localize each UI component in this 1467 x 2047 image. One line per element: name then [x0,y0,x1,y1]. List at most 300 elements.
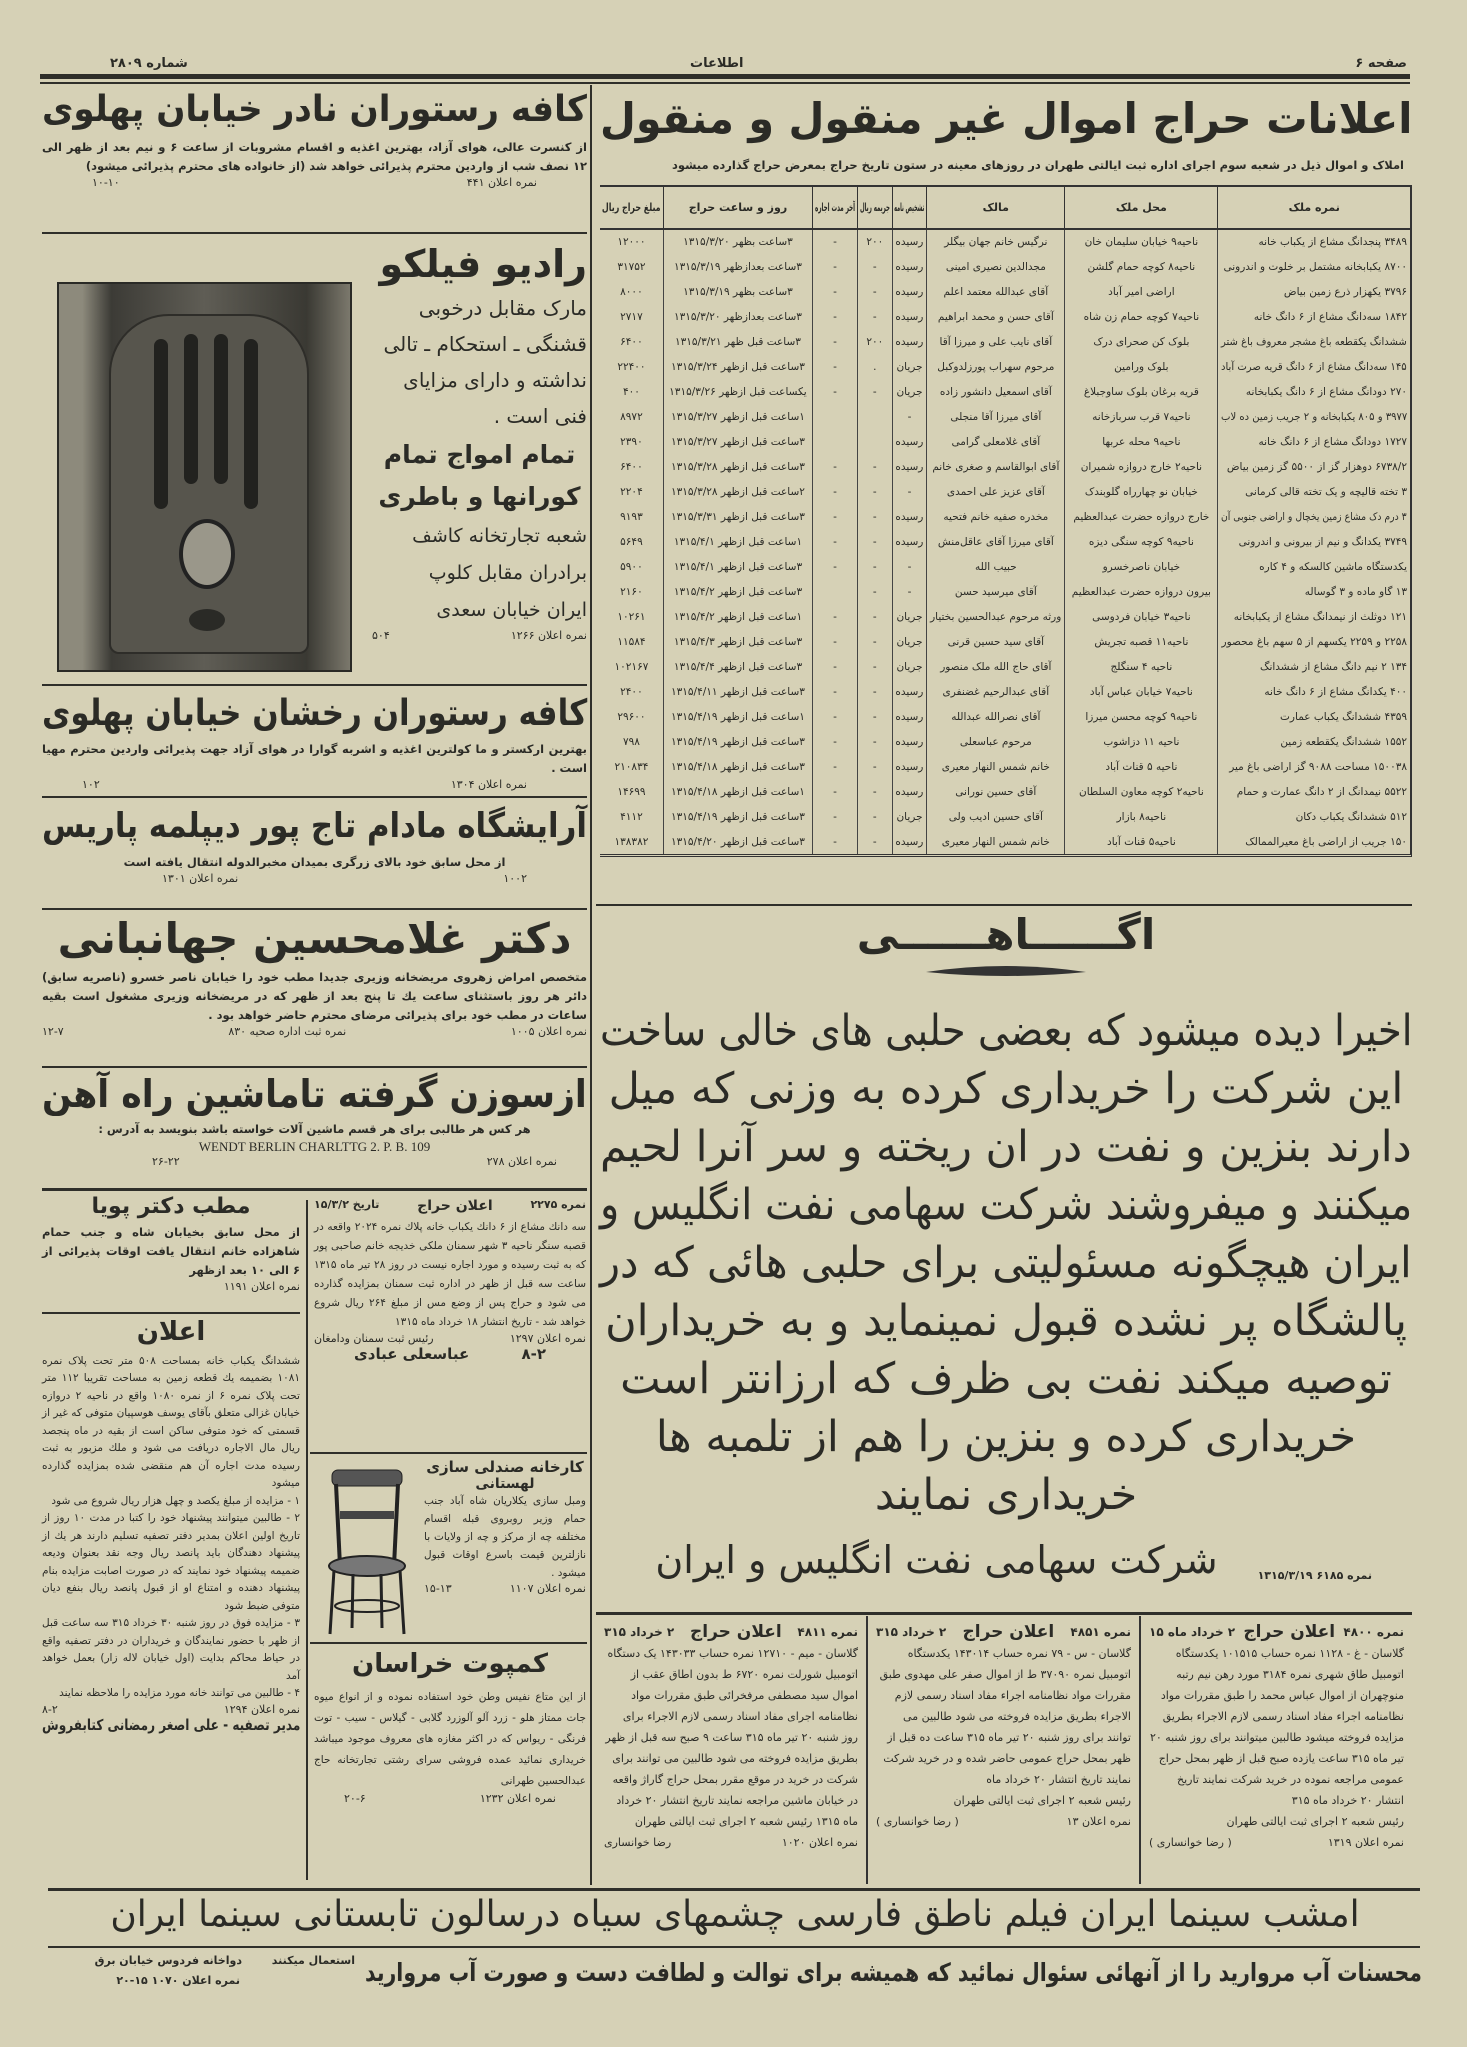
table-cell-text: ۱۵۰۰۳۸ مساحت ۹۰۸۸ گز اراضی باغ میر [1229,760,1407,773]
table-cell-text: خانم شمس النهار معیری [941,835,1050,848]
ad-number: نمره اعلان ۱۱۹۱ [223,1280,300,1294]
table-cell-text: - [833,810,837,823]
table-cell [892,729,927,754]
table-cell-text: آقای حسین ادیب ولی [948,810,1043,823]
notice-line [600,1002,1412,1060]
section-rule [42,232,587,234]
ad-line-text: فنی است . [493,403,587,428]
table-cell-text: بلوک ورامین [1114,360,1169,373]
table-cell-text: ۳ساعت قبل ازظهر ۱۳۱۵/۴/۱۸ [671,760,805,773]
table-cell-text: - [872,685,877,698]
ad-philco-radio [42,236,587,680]
ad-line-text: مارک مقابل درخوبی [418,295,587,320]
pearl-water-ad [365,1958,1422,1987]
table-cell-text: - [872,510,877,523]
table-row [600,379,1410,404]
ad-paragraph: ششدانگ یکباب خانه بمساحت ۵۰۸ متر تحت پلاک نمره ۱۰۸۱ بضمیمه یك قطعه زمین به مساحت تقریبا ۱۱۲ متر تحت پلاک نمره ۶ از نمره ۱۰۸۰ واقع در ناحیه ۲ دروازه خیابان غزالی متعلق بآقای یوسف هوسپیان متوفی که غیر از قسمتی که خود متوفی ساکن است از بقیه در ماه پنجصد ریال مال الاجاره دریافت می شود و ملك مزبور به ثبت رسیده مدت اجاره آن هم منقضی شده بمزایده گذارده میشود [42,1354,300,1490]
table-cell [1218,629,1410,654]
table-cell [600,429,663,454]
ad-body: بهترین ارکستر و ما کولترین اغذیه و اشربه گوارا در هوای آزاد جهت پذیرائی واردین محترم مهیا است . [42,741,587,775]
auction-title-text: اعلانات حراج اموال غیر منقول و منقول [599,94,1412,143]
table-cell [1218,604,1410,629]
table-cell [663,629,812,654]
table-cell-text: آقای عزیز علی احمدی [946,485,1045,498]
table-cell [663,529,812,554]
table-cell [1218,679,1410,704]
notice-date: ۲ خرداد ۳۱۵ [604,1625,675,1639]
table-cell [1065,579,1218,604]
ad-title-text: کمپوت خراسان [352,1649,548,1679]
ad-line-text: کورانها و باطری [378,481,581,511]
ad-code: ۱۰-۱۰ [92,175,120,189]
table-cell [600,554,663,579]
column-header [927,187,1065,229]
ad-title-text: اعلان [136,1317,206,1347]
masthead-rule-thin [40,82,1410,84]
table-row [600,704,1410,729]
table-cell-text: ۲۲۴۰۰ [617,360,646,373]
table-cell-text: ۲۷۰ دودانگ مشاع از ۶ دانگ یکبابخانه [1245,385,1407,398]
table-cell [927,554,1065,579]
notice-line [600,1408,1412,1466]
ad-line [372,555,587,592]
table-cell [857,754,892,779]
table-cell [600,629,663,654]
notice-line [600,1466,1412,1524]
table-cell [1218,504,1410,529]
ad-body: از محل سابق خود بالای زرگری بمیدان مخبرالدوله انتقال یافته است [123,855,506,870]
table-cell [857,654,892,679]
ad-title-text: دکتر غلامحسین جهانبانی [57,914,572,963]
notice-date: ۲ خرداد ۳۱۵ [876,1625,947,1639]
table-cell-text: - [833,310,837,323]
table-cell-text: ناحیه ۴ سنگلج [1110,660,1173,673]
table-cell-text: ۸۹۷۲ [620,410,643,423]
table-cell [857,729,892,754]
ad-title [42,916,587,962]
ad-code: ۲۶-۲۲ [152,1154,180,1168]
table-cell [1218,579,1410,604]
table-cell-text: ناحیه۷ خیابان عباس آباد [1089,685,1193,698]
table-cell-text: رسیده [895,735,924,748]
table-cell-text: ۱۳۸۳۸۲ [614,835,649,848]
table-cell-text: ناحیه۹ خیابان سلیمان خان [1084,236,1199,249]
column-divider [590,85,592,1885]
table-cell [892,604,927,629]
table-cell-text: - [833,360,837,373]
table-cell [663,254,812,279]
table-cell-text: - [833,610,837,623]
table-cell-text: - [833,510,837,523]
table-cell [892,429,927,454]
table-cell-text: ۱ساعت قبل ازظهر ۱۳۱۵/۴/۱۸ [671,785,805,798]
table-cell-text: آقای حاج الله ملک منصور [940,660,1052,673]
table-cell-text: ناحیه۹ کوچه سنگی دیزه [1088,535,1194,548]
table-cell [813,279,858,304]
pearl-water-ad-text: محسنات آب مروارید را از آنهائی سئوال نمائید که همیشه برای توالت و لطافت دست و صورت آب مروارید [365,1958,1422,1987]
table-cell [857,704,892,729]
oil-company-notice [600,910,1412,1610]
masthead-rule [40,74,1410,79]
pearl-water-ad-end-text: استعمال میکنند [271,1954,355,1967]
table-cell-text: ناحیه۹ محله عربها [1102,435,1181,448]
table-cell [600,479,663,504]
footer-rule [48,1946,1420,1948]
ad-code: ۱۵-۱۳ [424,1582,452,1595]
ad-line-text: شعبه تجارتخانه کاشف [412,524,587,547]
signer-name: ( رضا خوانساری ) [876,1815,959,1828]
table-cell [857,404,892,429]
table-cell-text: ۲۲۵۸ و ۲۲۵۹ یکسهم از ۵ سهم باغ محصور [1221,635,1407,648]
table-cell-text: آقای غلامعلی گرامی [951,435,1041,448]
table-cell [663,479,812,504]
table-cell [892,254,927,279]
table-cell-text: مرحوم عباسعلی [959,735,1032,748]
table-cell [1218,279,1410,304]
table-cell [600,804,663,829]
table-row [600,654,1410,679]
ad-code: ۱۲-۷ [42,1025,64,1039]
table-cell [857,629,892,654]
table-cell-text: آقای ابوالقاسم و صغری خانم [932,460,1060,473]
table-cell [813,329,858,354]
notice-line-text: این شرکت را خریداری کرده به وزنی که میل [608,1064,1404,1115]
table-cell-text: ۴۰۰ یکدانگ مشاع از ۶ دانگ خانه [1264,685,1407,698]
table-cell-text: - [833,710,837,723]
column-divider [306,1200,308,1880]
ad-line-text: تمام امواج تمام [383,439,576,469]
table-cell-text: ۱۲۱ دوثلث از نیمدانگ مشاع از یکبابخانه [1233,610,1407,623]
column-header [1065,187,1218,229]
table-cell-text: ۳ساعت قبل ازظهر ۱۳۱۵/۴/۱ [673,560,803,573]
table-cell-text: ۳ساعت بعدازظهر ۱۳۱۵/۳/۱۹ [673,260,802,273]
ad-title-text: مطب دکتر پویا [91,1194,251,1219]
table-cell-text: ۳ساعت قبل ازظهر ۱۳۱۵/۴/۳ [673,635,803,648]
table-cell [813,829,858,854]
table-cell [927,529,1065,554]
table-cell [857,454,892,479]
table-cell-text: رسیده [895,285,924,298]
ad-title [42,1318,300,1347]
notice-title [600,912,1412,958]
table-body [600,229,1410,854]
notice-number: نمره ۲۲۷۵ [530,1198,586,1211]
table-cell [600,379,663,404]
table-cell [813,229,858,254]
ad-number: نمره اعلان ۱۳ [1066,1815,1131,1828]
table-cell [892,404,927,429]
ad-cafe-rakhshan [42,690,587,794]
table-cell-text: رسیده [895,335,924,348]
table-cell-text: - [833,535,837,548]
table-cell-text: رسیده [895,435,924,448]
table-cell [600,354,663,379]
table-cell [813,529,858,554]
table-row [600,554,1410,579]
table-cell [1065,254,1218,279]
table-cell-text: - [833,685,837,698]
table-cell [663,829,812,854]
table-cell-text: - [872,660,877,673]
table-cell [892,679,927,704]
table-cell-text: بیرون دروازه حضرت عبدالعظیم [1071,585,1211,598]
ad-number: نمره اعلان ۱۳۰۴ [450,777,527,791]
notice-number: نمره ۴۸۰۰ [1343,1625,1404,1639]
page-number: صفحه ۶ [1355,56,1407,71]
column-header-text: مبلغ حراج ریال [602,201,661,215]
table-cell-text: ۳۷۴۹ یکدانگ و نیم از بیرونی و اندرونی [1238,535,1407,548]
table-cell [892,554,927,579]
table-cell [813,429,858,454]
table-cell [663,329,812,354]
table-cell [892,754,927,779]
table-cell-text: - [833,285,837,298]
table-row [600,629,1410,654]
table-cell [927,429,1065,454]
table-cell-text: یکساعت قبل ازظهر ۱۳۱۵/۳/۲۶ [669,385,807,398]
ad-content [42,1318,300,1734]
table-cell [1065,604,1218,629]
ad-line [372,518,587,555]
notice-content [600,912,1412,1582]
ad-body: از محل سابق بخیابان شاه و جنب حمام شاهزاده خانم انتقال یافت اوقات پذیرائی از ۶ الی ۱۰ بعد ازظهر [42,1225,300,1278]
column-header-text: مالک [982,201,1009,215]
table-cell [663,754,812,779]
table-cell-text: - [872,585,877,598]
table-cell-text: یکدستگاه ماشین کالسکه و ۴ کاره [1259,560,1407,573]
table-cell-text: ۳ساعت قبل ازظهر ۱۳۱۵/۴/۴ [673,660,803,673]
table-row [600,829,1410,854]
ad-line-text: ایران خیابان سعدی [436,598,587,621]
table-cell-text: ناحیه۱۱ قصبه تجریش [1094,635,1189,648]
ad-content [42,808,587,885]
table-cell [1065,629,1218,654]
ad-code: ۵۰۴ [372,628,390,642]
table-cell-text: خارج دروازه حضرت عبدالعظیم [1073,510,1210,523]
table-cell-text: - [833,335,837,348]
table-cell-text: آقای سید حسین قرنی [947,635,1045,648]
notice-line-text: خریداری نمایند [874,1470,1138,1521]
table-cell-text: ۳ساعت بظهر ۱۳۱۵/۳/۲۰ [683,236,793,249]
ad-signer-text: مدیر تصفیه - علی اصغر رمضانی کتابفروش [41,1715,300,1734]
table-cell-text: ۱ساعت قبل ازظهر ۱۳۱۵/۴/۲ [673,610,803,623]
notice-line-text: میکنند و میفروشند شرکت سهامی نفت انگلیس و [599,1180,1412,1231]
ad-line-text: قشنگی ـ استحکام ـ تالی [383,331,587,356]
table-cell [1065,779,1218,804]
table-cell [813,479,858,504]
ad-address: WENDT BERLIN CHARLTTG 2. P. B. 109 [198,1138,431,1154]
table-cell-text: ۵۹۰۰ [620,560,643,573]
table-cell-text: ۱۰۲۱۶۷ [614,660,649,673]
table-cell-text: - [872,285,877,298]
table-cell [857,254,892,279]
notice-line-text: توصیه میکند نفت بی ظرف که ارزانتر است [620,1354,1392,1405]
table-cell-text: - [872,760,877,773]
table-cell [600,254,663,279]
ad-paragraph: ۳ - مزایده فوق در روز شنبه ۳۰ خرداد ۳۱۵ سه ساعت قبل از ظهر با حضور نمایندگان و خریداران در دفتر تصفیه واقع در حیاط محاکم بدایت (اول خیابان لاله زار) بعمل خواهد آمد [42,1617,300,1682]
table-cell [1065,529,1218,554]
ad-title-text: رادیو فیلکو [379,242,587,286]
table-cell [927,479,1065,504]
table-cell [927,579,1065,604]
ad-title [314,1650,586,1679]
table-cell-text: - [833,660,837,673]
table-cell [813,804,858,829]
notice-body: گلاسان - س - ۷۹ نمره حساب ۱۴۳۰۱۴ یکدستگاه اتومبیل نمره ۳۷۰۹۰ ط از اموال صفر علی مهدوی طبق مقررات مواد نظامنامه اجراء مفاد اسناد رسمی لازم الاجراء بطریق مزایده فروخته می شود طالبین می توانند برای روز شنبه ۲۰ تیر ماه ۳۱۵ ساعت ده قبل از ظهر بمحل حراج عمومی حاضر شده و در خرید شرکت نمایند تاریخ انتشار ۲۰ خرداد ماه [879,1647,1131,1786]
table-cell [1065,654,1218,679]
table-cell [600,729,663,754]
table-cell [857,579,892,604]
ad-number: نمره اعلان ۱۰۰۵ [510,1025,587,1039]
table-cell [927,679,1065,704]
table-cell-text: ۲۴۰۰ [620,685,643,698]
cinema-ad [60,1894,1410,1935]
table-cell-text: ۱۷۲۷ دودانگ مشاع از ۶ دانگ خانه [1258,435,1407,448]
table-cell [857,779,892,804]
table-cell-text: ۲ساعت قبل ازظهر ۱۳۱۵/۳/۲۸ [671,485,805,498]
cinema-ad-text: امشب سینما ایران فیلم ناطق فارسی چشمهای سیاه درسالون تابستانی سینما ایران [110,1894,1360,1935]
table-cell [813,379,858,404]
signer-name: ( رضا خوانساری ) [1149,1836,1232,1849]
ad-khorasan-compote [314,1650,586,1882]
table-cell-text: بلوک کن صحرای درک [1093,335,1190,348]
table-cell-text: اراضی امیر آباد [1108,285,1175,298]
chair-ad-text [424,1458,586,1636]
table-cell-text: - [907,585,912,598]
table-cell-text: جریان [896,660,923,673]
notice-line [600,1176,1412,1234]
column-header-text: آخر مدت اجاره [814,201,855,215]
table-cell [1218,529,1410,554]
table-cell [927,229,1065,254]
table-cell-text: ناحیه۲ خارج دروازه شمیران [1080,460,1203,473]
column-header [892,187,927,229]
ad-title [42,90,587,130]
table-cell-text: ۴۱۱۲ [620,810,643,823]
table-cell [1218,829,1410,854]
table-cell-text: ۲۰۰ [866,335,884,348]
table-cell [663,454,812,479]
section-rule [310,1452,587,1454]
table-cell-text: ۳۹۷۷ و ۸۰۵ یکبابخانه و ۲ جریب زمین ده لاب [1220,410,1407,423]
table-cell-text: قریه برغان بلوک ساوجبلاغ [1083,385,1199,398]
table-cell [600,279,663,304]
section-rule [42,796,587,798]
ad-line [372,290,587,326]
notice-title-text: اگــــــاهــــــی [856,910,1156,959]
table-cell [927,329,1065,354]
table-cell-text: ۸۰۰۰ [620,285,643,298]
table-cell [1218,379,1410,404]
table-cell-text: - [833,485,837,498]
auction-notice-content [1149,1622,1404,1853]
table-cell-text: ۶۴۰۰ [620,335,643,348]
table-cell-text: خانم شمس النهار معیری [941,760,1050,773]
section-rule [42,908,587,910]
table-cell-text: - [872,785,877,798]
auction-notice [1139,1616,1412,1884]
ad-content [314,1650,586,1805]
table-row [600,429,1410,454]
notice-heading: اعلان حراج [689,1622,782,1642]
table-cell-text: ۱۵۵۲ ششدانگ یکقطعه زمین [1280,735,1407,748]
notice-footer [600,1538,1372,1582]
ad-line [372,326,587,362]
table-cell [1218,754,1410,779]
auction-notice [866,1616,1139,1884]
ad-content [314,1198,586,1363]
table-cell-text: رسیده [895,835,924,848]
table-cell [813,729,858,754]
table-cell-text: جریان [896,810,923,823]
auction-title [600,96,1412,142]
table-cell-text: ۴۳۵۹ ششدانگ یکباب عمارت [1280,710,1407,723]
table-cell [600,529,663,554]
table-row [600,354,1410,379]
table-cell-text: آقای نصرالله عبدالله [951,710,1041,723]
table-cell [600,679,663,704]
table-cell [892,479,927,504]
table-cell [857,354,892,379]
pearl-water-ad-end [250,1954,355,1967]
ad-beauty-salon [42,800,587,906]
table-cell [927,454,1065,479]
notice-signature: شرکت سهامی نفت انگلیس و ایران [655,1538,1218,1583]
table-cell-text: مجدالدین نصیری امینی [945,260,1046,273]
table-cell [892,779,927,804]
table-cell [927,404,1065,429]
column-header-text: تشخیص نامه [894,201,925,215]
notice-signer: رئیس ثبت سمنان ودامغان [314,1332,434,1345]
table-cell-text: - [907,410,912,423]
table-cell-text: ۳ساعت قبل ازظهر ۱۳۱۵/۳/۳۱ [671,510,805,523]
table-cell-text: ناحیه۷ کوچه حمام زن شاه [1083,310,1200,323]
table-cell [892,579,927,604]
table-cell-text: ناحیه۷ قرب سربازخانه [1092,410,1191,423]
notice-number: نمره ۴۸۱۱ [797,1625,858,1639]
table-cell [927,304,1065,329]
table-header-row [600,187,1410,229]
table-cell-text: جریان [896,635,923,648]
ad-content [42,1074,587,1168]
table-cell-text: ورثه مرحوم عبدالحسین بختیار [930,610,1062,623]
table-cell-text: ۱۸۴۲ سه‌دانگ مشاع از ۶ دانگ خانه [1253,310,1407,323]
column-header [857,187,892,229]
table-cell [1218,429,1410,454]
table-cell [892,829,927,854]
column-header-text: جریمه ریال [859,201,890,215]
table-row [600,529,1410,554]
ad-title [42,808,587,845]
section-rule [42,1188,587,1191]
table-cell-text: رسیده [895,685,924,698]
column-header-text: محل ملک [1115,201,1167,215]
table-cell [1065,304,1218,329]
table-cell-text: آقای اسمعیل دانشور زاده [939,385,1052,398]
ad-liquidation-notice [42,1318,300,1883]
notice-body: گلاسان - میم - ۱۲۷۱۰ نمره حساب ۱۴۳۰۳۳ یک دستگاه اتومبیل شورلت نمره ۶۷۲۰ ط بدون اطاق عقب از اموال سید مصطفی مرفخرائی طبق مقررات مواد نظامنامه اجرای مفاد اسناد رسمی لازم الاجراء برای روز شنبه ۲۰ تیر ماه ۳۱۵ ساعت ۹ صبح سه قبل از ظهر بطریق مزایده فروخته می شود طالبین می توانند برای شرکت در خرید در موقع مقرر بمحل حراج گاراژ واقعه در خیابان ماشین مراجعه نمایند تاریخ انتشار ۲۰ خرداد ماه ۱۳۱۵ رئیس شعبه ۲ اجرای ثبت ایالتی طهران [605,1647,858,1828]
table-cell-text: آقای میرزا آقا منجلی [950,410,1042,423]
table-cell-text: آقای حسین نورانی [955,785,1037,798]
table-cell-text: ۲۳۹۰ [620,435,643,448]
ad-doctor-jahanbani [42,912,587,1064]
table-cell [600,579,663,604]
table-cell [892,704,927,729]
auction-table-frame [600,185,1412,857]
ad-number: نمره اعلان ۱۲۹۴ [223,1702,300,1716]
table-cell [1218,779,1410,804]
ad-line [372,434,587,476]
